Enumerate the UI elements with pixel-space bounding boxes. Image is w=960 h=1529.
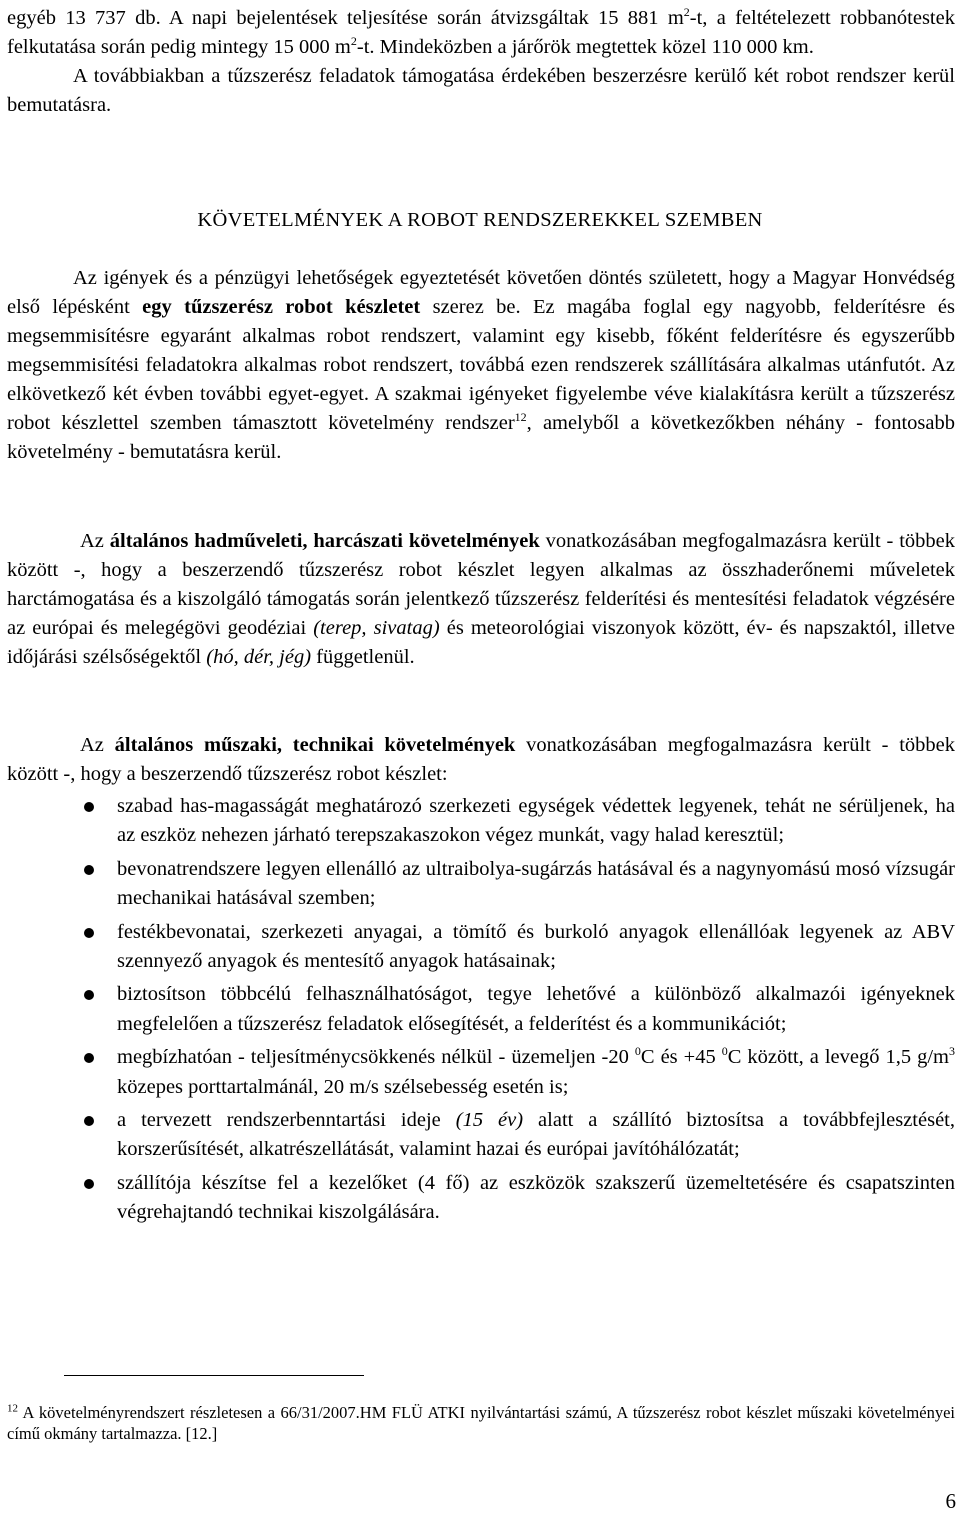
paragraph-3 (7, 731, 955, 789)
section-heading: KÖVETELMÉNYEK A ROBOT RENDSZEREKKEL SZEMBEN (197, 209, 763, 231)
page-number: 6 (945, 1489, 956, 1513)
footnote-number: 12 (7, 1402, 18, 1415)
intro-text-2: -t, a feltételezett robbanótestek felkutatása során pedig mintegy 15 000 m (7, 7, 955, 58)
para1-text-3: , amelyből a következőkben néhány - fontosabb követelmény - bemutatásra kerül. (7, 412, 955, 463)
list-item (0, 980, 955, 1039)
para3-bold: általános műszaki, technikai követelmények (114, 734, 516, 756)
footnote-text: A követelményrendszert részletesen a 66/31/2007.HM FLÜ ATKI nyilvántartási számú, A tűzszerész robot készlet műszaki követelményei című okmány tartalmazza. [12.] (7, 1403, 955, 1443)
intro-text-4: A továbbiakban a tűzszerész feladatok támogatása érdekében beszerzésre kerülő két robot rendszer kerül bemutatásra. (7, 65, 955, 116)
footnote-reference: 12 (514, 410, 527, 425)
bullet-icon (84, 1116, 94, 1126)
superscript: 0 (634, 1044, 641, 1059)
para1-text-1: Az igények és a pénzügyi lehetőségek egyeztetését követően döntés született, hogy a Magyar Honvédség első lépésként (7, 267, 955, 318)
bullet-icon (84, 928, 94, 938)
para2-bold: általános hadműveleti, harcászati követelmények (109, 530, 540, 552)
superscript: 2 (683, 5, 690, 20)
list-item-text: C és +45 (640, 1046, 722, 1069)
bullet-icon (84, 802, 94, 812)
superscript: 0 (721, 1044, 728, 1059)
bullet-icon (84, 990, 94, 1000)
list-item-text: alatt a szállító biztosítsa a továbbfejlesztését, korszerűsítését, alkatrészellátását, valamint hazai és európai javítóhálózatát; (117, 1109, 955, 1161)
para1-bold: egy tűzszerész robot készletet (142, 296, 421, 318)
list-item-text: biztosítson többcélú felhasználhatóságot, tegye lehetővé a különböző alkalmazói igényeknek megfelelően a tűzszerész feladatok elősegítését, a felderítést és a kommunikációt; (117, 983, 955, 1035)
paragraph-2 (7, 527, 955, 672)
para2-italic-1: (terep, sivatag) (313, 617, 440, 639)
list-item-text: megbízhatóan - teljesítménycsökkenés nélkül - üzemeljen -20 (117, 1046, 635, 1069)
list-item (0, 855, 955, 914)
footnote-separator (64, 1375, 364, 1376)
footnote (7, 1402, 955, 1444)
para2-text-3: és meteorológiai viszonyok között, év- és napszaktól, illetve időjárási szélsőségektől (7, 617, 955, 668)
list-item (0, 792, 955, 851)
para2-text-4: függetlenül. (311, 646, 415, 668)
bullet-icon (84, 1053, 94, 1063)
paragraph-1 (7, 264, 955, 467)
list-item (0, 1169, 955, 1228)
bullet-icon (84, 865, 94, 875)
intro-text-3: -t. Mindeközben a járőrök megtettek közel 110 000 km. (356, 36, 814, 58)
list-item (0, 1043, 955, 1102)
intro-text-1: egyéb 13 737 db. A napi bejelentések teljesítése során átvizsgáltak 15 881 m (7, 7, 684, 29)
list-item-text: festékbevonatai, szerkezeti anyagai, a tömítő és burkoló anyagok ellenállóak legyenek az ABV szennyező anyagok és mentesítő anyagok hatásainak; (117, 920, 955, 973)
para1-text-2: szerez be. Ez magába foglal egy nagyobb, felderítésre és megsemmisítésre egyaránt alkalmas robot rendszert, valamint egy kisebb, főként felderítésre és egyszerűbb megsemmisítési feladatokra alkalmas robot rendszert, továbbá ezen rendszerek szállítására alkalmas utánfutót. Az elkövetkező két évben további egyet-egyet. A szakmai igényeket figyelembe véve kialakításra került a tűzszerész robot készlettel szemben támasztott követelmény rendszer (7, 296, 955, 434)
list-item (0, 918, 955, 977)
list-item-text: C között, a levegő 1,5 g/m (727, 1046, 949, 1069)
requirements-list (0, 792, 955, 1228)
para2-italic-2: (hó, dér, jég) (206, 646, 312, 668)
list-item-text: bevonatrendszere legyen ellenálló az ultraibolya-sugárzás hatásával és a nagynyomású mosó vízsugár mechanikai hatásával szemben; (117, 857, 955, 910)
list-item-text: szabad has-magasságát meghatározó szerkezeti egységek védettek legyenek, tehát ne sérüljenek, ha az eszköz nehezen járható terepszakaszokon végez munkát, vagy halad keresztül; (117, 795, 955, 847)
para3-text-2: vonatkozásában megfogalmazásra került - többek között -, hogy a beszerzendő tűzszerész robot készlet: (7, 734, 955, 785)
superscript: 2 (350, 34, 357, 49)
list-item (0, 1106, 955, 1165)
list-item-italic: (15 év) (455, 1109, 524, 1132)
intro-paragraph (7, 4, 955, 120)
list-item-text: szállítója készítse fel a kezelőket (4 fő) az eszközök szakszerű üzemeltetésére és csapatszinten végrehajtandó technikai kiszolgálására. (117, 1171, 955, 1224)
list-item-text: a tervezett rendszerbenntartási ideje (117, 1109, 456, 1132)
para3-text-1: Az (80, 734, 115, 756)
list-item-text: közepes porttartalmánál, 20 m/s szélsebesség esetén is; (117, 1075, 569, 1098)
superscript: 3 (949, 1044, 955, 1059)
bullet-icon (84, 1179, 94, 1189)
para2-text-1: Az (80, 530, 110, 552)
para2-text-2: vonatkozásában megfogalmazásra került - többek között -, hogy a beszerzendő tűzszerész robot készlet legyen alkalmas az összhaderőnemi műveletek harctámogatása és a kiszolgáló támogatás során jelentkező tűzszerész felderítési és mentesítési feladatok végzésére az európai és melegégövi geodéziai (7, 530, 955, 639)
